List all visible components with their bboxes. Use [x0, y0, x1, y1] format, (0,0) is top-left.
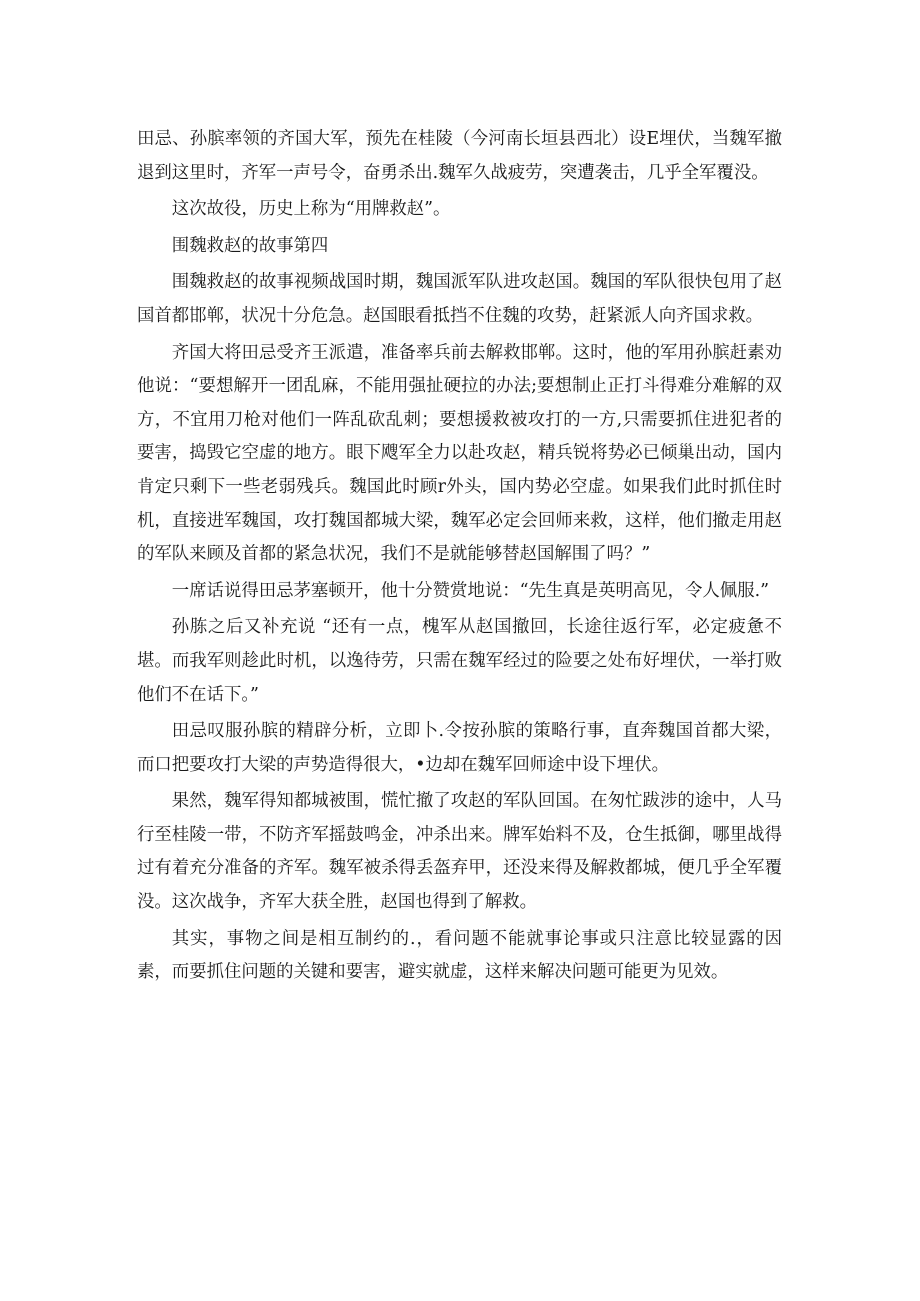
paragraph-9: 其实，事物之间是相互制约的.，看问题不能就事论事或只注意比较显露的因素，而要抓住问题的关键和要害，避实就虚，这样来解决问题可能更为见效。 [137, 928, 782, 983]
paragraph-7: 田忌叹服孙膑的精辟分析，立即卜.令按孙膑的策略行事，直奔魏国首都大梁，而口把要攻打大梁的声势造得很大，•边却在魏军回师途中设下埋伏。 [137, 721, 782, 775]
paragraph-1: 田忌、孙膑率领的齐国大军，预先在桂陵（今河南长垣县西北）设E埋伏，当魏军撤退到这里时，齐军一声号令，奋勇杀出.魏军久战疲劳，突遭袭击，几乎全军覆没。 [137, 129, 782, 183]
paragraph-4: 齐国大将田忌受齐王派遣，准备率兵前去解救邯郸。这时，他的军用孙膑赶素劝他说：“要想解开一团乱麻，不能用强扯硬拉的办法;要想制止正打斗得难分难解的双方，不宜用刀枪对他们一阵乱砍乱刺；要想援救被攻打的一方,只需要抓住进犯者的要害，捣毁它空虚的地方。眼下飕军全力以赴攻赵，精兵锐将势必已倾巢出动，国内肯定只剩下一些老弱残兵。魏国此时顾r外头，国内势必空虚。如果我们此时抓住时机，直接进军魏国，攻打魏国都城大梁，魏军必定会回师来救，这样，他们撤走用赵的军队来顾及首都的紧急状况，我们不是就能够替赵国解围了吗？” [137, 342, 782, 565]
paragraph-3: 围魏救赵的故事视频战国时期，魏国派军队进攻赵国。魏国的军队很快包用了赵国首都邯郸，状况十分危急。赵国眼看抵挡不住魏的攻势，赶紧派人向齐国求救。 [137, 272, 782, 326]
paragraph-2: 这次故役，历史上称为“用牌救赵”。 [171, 199, 451, 220]
document-body [137, 123, 782, 993]
paragraph-6: 孙胨之后又补充说 “还有一点，槐军从赵国撤回，长途往返行军，必定疲惫不堪。而我军则趁此时机，以逸待劳，只需在魏军经过的险要之处布好埋伏，一举打败他们不在话下。” [137, 617, 782, 705]
paragraph-8: 果然，魏军得知都城被围，慌忙撤了攻赵的军队回国。在匆忙跋涉的途中，人马行至桂陵一带，不防齐军摇鼓鸣金，冲杀出来。牌军始料不及，仓生抵御，哪里战得过有着充分准备的齐军。魏军被杀得丢盔弃甲，还没来得及解救都城，便几乎全军覆没。这次战争，齐军大获全胜，赵国也得到了解救。 [137, 791, 782, 913]
section-heading: 围魏救赵的故事第四 [171, 235, 329, 256]
paragraph-5: 一席话说得田忌茅塞顿开，他十分赞赏地说：“先生真是英明高见，令人佩服.” [171, 580, 770, 601]
